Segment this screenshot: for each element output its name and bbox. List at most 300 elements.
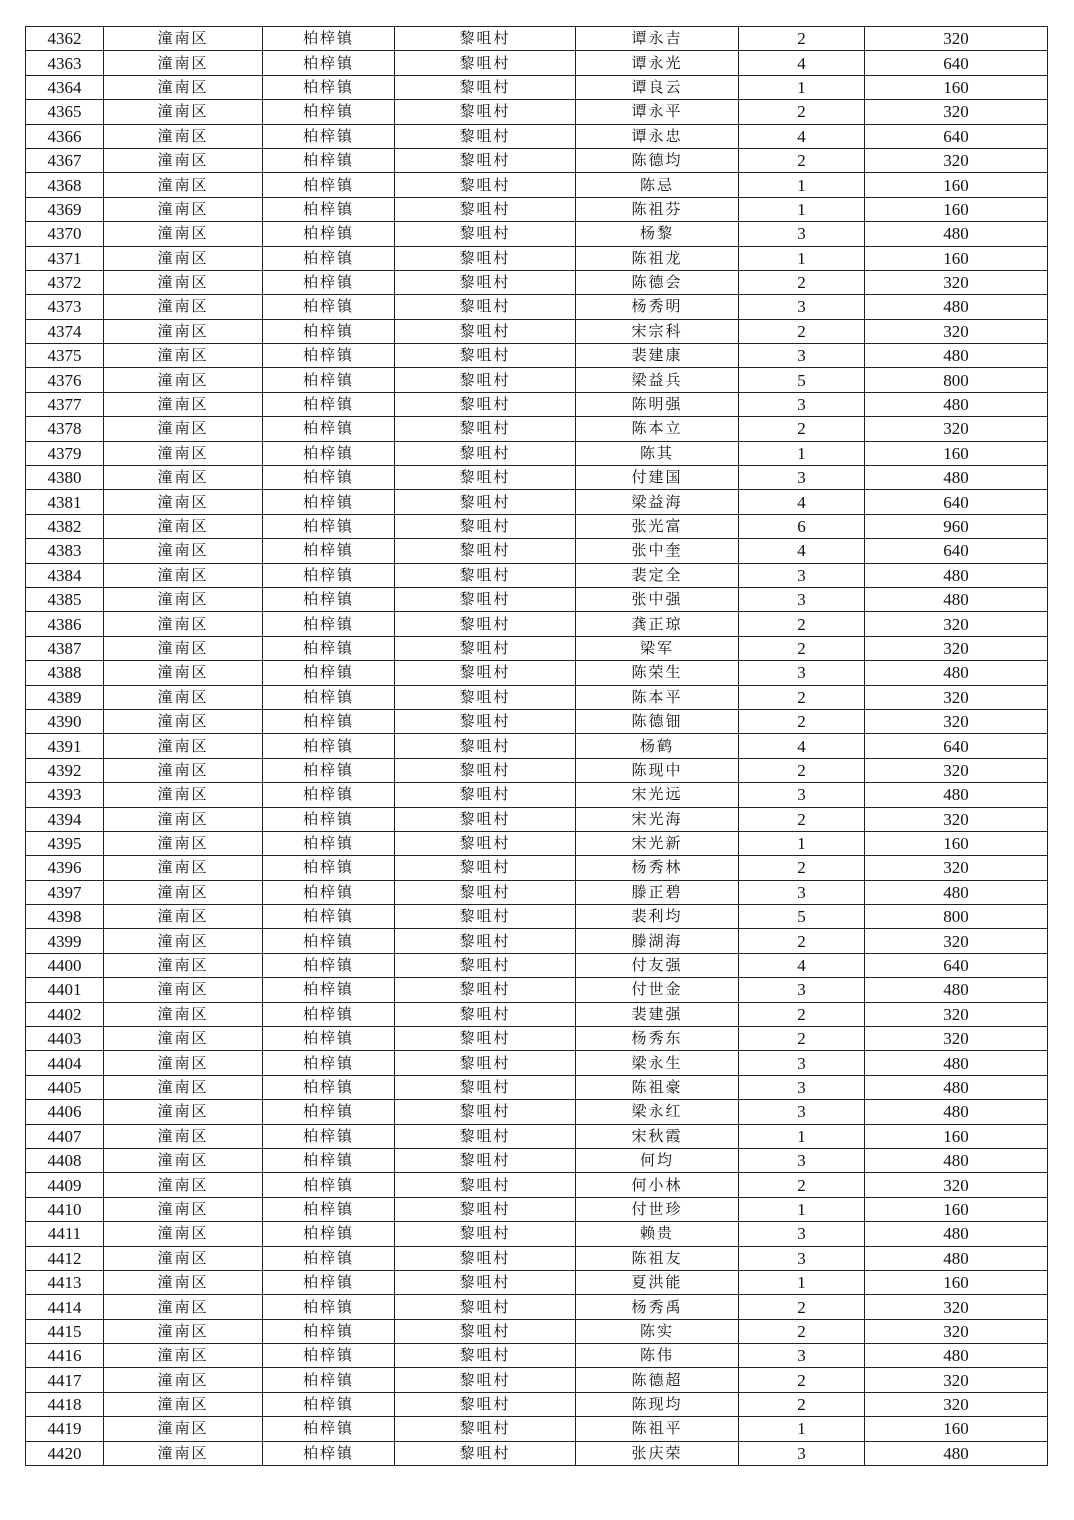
amount-cell: 480 xyxy=(865,1100,1048,1124)
row-number-cell: 4383 xyxy=(26,539,104,563)
village-cell: 黎咀村 xyxy=(395,1148,576,1172)
amount-cell: 160 xyxy=(865,75,1048,99)
district-cell: 潼南区 xyxy=(104,612,263,636)
district-cell: 潼南区 xyxy=(104,27,263,51)
row-number-cell: 4413 xyxy=(26,1270,104,1294)
village-cell: 黎咀村 xyxy=(395,344,576,368)
row-number-cell: 4397 xyxy=(26,880,104,904)
district-cell: 潼南区 xyxy=(104,636,263,660)
name-cell: 杨秀东 xyxy=(576,1027,739,1051)
name-cell: 陈实 xyxy=(576,1319,739,1343)
district-cell: 潼南区 xyxy=(104,270,263,294)
village-cell: 黎咀村 xyxy=(395,1270,576,1294)
row-number-cell: 4404 xyxy=(26,1051,104,1075)
village-cell: 黎咀村 xyxy=(395,661,576,685)
row-number-cell: 4370 xyxy=(26,222,104,246)
town-cell: 柏梓镇 xyxy=(263,831,395,855)
amount-cell: 320 xyxy=(865,1295,1048,1319)
town-cell: 柏梓镇 xyxy=(263,1100,395,1124)
row-number-cell: 4386 xyxy=(26,612,104,636)
amount-cell: 160 xyxy=(865,441,1048,465)
town-cell: 柏梓镇 xyxy=(263,441,395,465)
household-size-cell: 2 xyxy=(739,612,865,636)
town-cell: 柏梓镇 xyxy=(263,270,395,294)
row-number-cell: 4417 xyxy=(26,1368,104,1392)
amount-cell: 640 xyxy=(865,734,1048,758)
amount-cell: 320 xyxy=(865,807,1048,831)
household-size-cell: 2 xyxy=(739,1027,865,1051)
household-size-cell: 2 xyxy=(739,1392,865,1416)
village-cell: 黎咀村 xyxy=(395,1197,576,1221)
household-size-cell: 2 xyxy=(739,319,865,343)
name-cell: 何小林 xyxy=(576,1173,739,1197)
amount-cell: 320 xyxy=(865,417,1048,441)
household-size-cell: 1 xyxy=(739,1270,865,1294)
table-row xyxy=(26,1392,1048,1416)
amount-cell: 320 xyxy=(865,1173,1048,1197)
row-number-cell: 4420 xyxy=(26,1441,104,1465)
table-row xyxy=(26,685,1048,709)
table-row xyxy=(26,1148,1048,1172)
village-cell: 黎咀村 xyxy=(395,636,576,660)
table-row xyxy=(26,344,1048,368)
village-cell: 黎咀村 xyxy=(395,1246,576,1270)
name-cell: 宋光远 xyxy=(576,783,739,807)
district-cell: 潼南区 xyxy=(104,1441,263,1465)
district-cell: 潼南区 xyxy=(104,1051,263,1075)
household-size-cell: 3 xyxy=(739,880,865,904)
household-size-cell: 3 xyxy=(739,1051,865,1075)
household-size-cell: 1 xyxy=(739,831,865,855)
town-cell: 柏梓镇 xyxy=(263,1173,395,1197)
district-cell: 潼南区 xyxy=(104,1197,263,1221)
row-number-cell: 4366 xyxy=(26,124,104,148)
household-size-cell: 2 xyxy=(739,807,865,831)
table-row xyxy=(26,539,1048,563)
town-cell: 柏梓镇 xyxy=(263,1344,395,1368)
town-cell: 柏梓镇 xyxy=(263,978,395,1002)
amount-cell: 320 xyxy=(865,100,1048,124)
row-number-cell: 4418 xyxy=(26,1392,104,1416)
household-size-cell: 1 xyxy=(739,1417,865,1441)
name-cell: 张庆荣 xyxy=(576,1441,739,1465)
name-cell: 裴利均 xyxy=(576,905,739,929)
amount-cell: 320 xyxy=(865,612,1048,636)
town-cell: 柏梓镇 xyxy=(263,1270,395,1294)
district-cell: 潼南区 xyxy=(104,1027,263,1051)
village-cell: 黎咀村 xyxy=(395,807,576,831)
town-cell: 柏梓镇 xyxy=(263,807,395,831)
table-row xyxy=(26,51,1048,75)
town-cell: 柏梓镇 xyxy=(263,587,395,611)
village-cell: 黎咀村 xyxy=(395,270,576,294)
village-cell: 黎咀村 xyxy=(395,587,576,611)
village-cell: 黎咀村 xyxy=(395,368,576,392)
household-size-cell: 3 xyxy=(739,563,865,587)
name-cell: 宋秋霞 xyxy=(576,1124,739,1148)
household-size-cell: 2 xyxy=(739,27,865,51)
name-cell: 谭永光 xyxy=(576,51,739,75)
name-cell: 宋光新 xyxy=(576,831,739,855)
town-cell: 柏梓镇 xyxy=(263,1148,395,1172)
row-number-cell: 4382 xyxy=(26,514,104,538)
village-cell: 黎咀村 xyxy=(395,295,576,319)
village-cell: 黎咀村 xyxy=(395,173,576,197)
name-cell: 陈荣生 xyxy=(576,661,739,685)
row-number-cell: 4410 xyxy=(26,1197,104,1221)
amount-cell: 320 xyxy=(865,856,1048,880)
table-row xyxy=(26,1173,1048,1197)
name-cell: 何均 xyxy=(576,1148,739,1172)
town-cell: 柏梓镇 xyxy=(263,295,395,319)
town-cell: 柏梓镇 xyxy=(263,929,395,953)
amount-cell: 480 xyxy=(865,587,1048,611)
household-size-cell: 4 xyxy=(739,124,865,148)
table-row xyxy=(26,929,1048,953)
amount-cell: 320 xyxy=(865,1392,1048,1416)
town-cell: 柏梓镇 xyxy=(263,539,395,563)
name-cell: 付世珍 xyxy=(576,1197,739,1221)
amount-cell: 480 xyxy=(865,563,1048,587)
amount-cell: 480 xyxy=(865,222,1048,246)
name-cell: 陈其 xyxy=(576,441,739,465)
village-cell: 黎咀村 xyxy=(395,51,576,75)
name-cell: 谭良云 xyxy=(576,75,739,99)
name-cell: 杨秀明 xyxy=(576,295,739,319)
amount-cell: 320 xyxy=(865,636,1048,660)
table-row xyxy=(26,636,1048,660)
village-cell: 黎咀村 xyxy=(395,466,576,490)
table-row xyxy=(26,1197,1048,1221)
data-table xyxy=(25,26,1048,1466)
table-row xyxy=(26,1368,1048,1392)
amount-cell: 320 xyxy=(865,1002,1048,1026)
table-row xyxy=(26,1246,1048,1270)
household-size-cell: 4 xyxy=(739,953,865,977)
row-number-cell: 4381 xyxy=(26,490,104,514)
district-cell: 潼南区 xyxy=(104,368,263,392)
amount-cell: 160 xyxy=(865,1417,1048,1441)
amount-cell: 320 xyxy=(865,758,1048,782)
household-size-cell: 3 xyxy=(739,1222,865,1246)
town-cell: 柏梓镇 xyxy=(263,1441,395,1465)
town-cell: 柏梓镇 xyxy=(263,1392,395,1416)
name-cell: 陈明强 xyxy=(576,392,739,416)
amount-cell: 480 xyxy=(865,1441,1048,1465)
name-cell: 陈忌 xyxy=(576,173,739,197)
name-cell: 谭永吉 xyxy=(576,27,739,51)
town-cell: 柏梓镇 xyxy=(263,466,395,490)
household-size-cell: 3 xyxy=(739,587,865,611)
district-cell: 潼南区 xyxy=(104,344,263,368)
district-cell: 潼南区 xyxy=(104,807,263,831)
row-number-cell: 4396 xyxy=(26,856,104,880)
village-cell: 黎咀村 xyxy=(395,1075,576,1099)
town-cell: 柏梓镇 xyxy=(263,1197,395,1221)
name-cell: 陈德超 xyxy=(576,1368,739,1392)
table-row xyxy=(26,1027,1048,1051)
town-cell: 柏梓镇 xyxy=(263,856,395,880)
table-row xyxy=(26,1222,1048,1246)
amount-cell: 320 xyxy=(865,270,1048,294)
amount-cell: 480 xyxy=(865,880,1048,904)
name-cell: 杨秀林 xyxy=(576,856,739,880)
household-size-cell: 3 xyxy=(739,466,865,490)
amount-cell: 160 xyxy=(865,246,1048,270)
row-number-cell: 4400 xyxy=(26,953,104,977)
name-cell: 陈本立 xyxy=(576,417,739,441)
town-cell: 柏梓镇 xyxy=(263,344,395,368)
household-size-cell: 2 xyxy=(739,636,865,660)
amount-cell: 480 xyxy=(865,1148,1048,1172)
household-size-cell: 2 xyxy=(739,148,865,172)
table-row xyxy=(26,466,1048,490)
village-cell: 黎咀村 xyxy=(395,100,576,124)
household-size-cell: 3 xyxy=(739,1100,865,1124)
household-size-cell: 4 xyxy=(739,734,865,758)
district-cell: 潼南区 xyxy=(104,197,263,221)
amount-cell: 480 xyxy=(865,1246,1048,1270)
village-cell: 黎咀村 xyxy=(395,1319,576,1343)
town-cell: 柏梓镇 xyxy=(263,222,395,246)
town-cell: 柏梓镇 xyxy=(263,1417,395,1441)
village-cell: 黎咀村 xyxy=(395,1051,576,1075)
name-cell: 付世金 xyxy=(576,978,739,1002)
town-cell: 柏梓镇 xyxy=(263,905,395,929)
table-row xyxy=(26,27,1048,51)
town-cell: 柏梓镇 xyxy=(263,734,395,758)
table-row xyxy=(26,709,1048,733)
village-cell: 黎咀村 xyxy=(395,441,576,465)
household-size-cell: 1 xyxy=(739,1124,865,1148)
district-cell: 潼南区 xyxy=(104,466,263,490)
household-size-cell: 3 xyxy=(739,978,865,1002)
town-cell: 柏梓镇 xyxy=(263,1222,395,1246)
row-number-cell: 4379 xyxy=(26,441,104,465)
table-row xyxy=(26,514,1048,538)
table-row xyxy=(26,612,1048,636)
row-number-cell: 4378 xyxy=(26,417,104,441)
district-cell: 潼南区 xyxy=(104,905,263,929)
name-cell: 龚正琼 xyxy=(576,612,739,636)
district-cell: 潼南区 xyxy=(104,1148,263,1172)
village-cell: 黎咀村 xyxy=(395,612,576,636)
village-cell: 黎咀村 xyxy=(395,1368,576,1392)
village-cell: 黎咀村 xyxy=(395,905,576,929)
name-cell: 杨黎 xyxy=(576,222,739,246)
village-cell: 黎咀村 xyxy=(395,1392,576,1416)
household-size-cell: 2 xyxy=(739,709,865,733)
amount-cell: 640 xyxy=(865,539,1048,563)
amount-cell: 160 xyxy=(865,1197,1048,1221)
name-cell: 陈祖平 xyxy=(576,1417,739,1441)
town-cell: 柏梓镇 xyxy=(263,75,395,99)
table-row xyxy=(26,758,1048,782)
table-row xyxy=(26,417,1048,441)
town-cell: 柏梓镇 xyxy=(263,1002,395,1026)
household-size-cell: 4 xyxy=(739,51,865,75)
town-cell: 柏梓镇 xyxy=(263,880,395,904)
row-number-cell: 4387 xyxy=(26,636,104,660)
district-cell: 潼南区 xyxy=(104,1222,263,1246)
table-row xyxy=(26,124,1048,148)
town-cell: 柏梓镇 xyxy=(263,612,395,636)
table-row xyxy=(26,880,1048,904)
row-number-cell: 4393 xyxy=(26,783,104,807)
amount-cell: 160 xyxy=(865,831,1048,855)
row-number-cell: 4373 xyxy=(26,295,104,319)
town-cell: 柏梓镇 xyxy=(263,1027,395,1051)
name-cell: 梁益兵 xyxy=(576,368,739,392)
row-number-cell: 4388 xyxy=(26,661,104,685)
town-cell: 柏梓镇 xyxy=(263,246,395,270)
village-cell: 黎咀村 xyxy=(395,831,576,855)
amount-cell: 480 xyxy=(865,344,1048,368)
district-cell: 潼南区 xyxy=(104,929,263,953)
district-cell: 潼南区 xyxy=(104,539,263,563)
household-size-cell: 1 xyxy=(739,173,865,197)
village-cell: 黎咀村 xyxy=(395,222,576,246)
row-number-cell: 4394 xyxy=(26,807,104,831)
household-size-cell: 4 xyxy=(739,490,865,514)
town-cell: 柏梓镇 xyxy=(263,1319,395,1343)
household-size-cell: 2 xyxy=(739,1368,865,1392)
row-number-cell: 4415 xyxy=(26,1319,104,1343)
household-size-cell: 3 xyxy=(739,1344,865,1368)
town-cell: 柏梓镇 xyxy=(263,661,395,685)
row-number-cell: 4384 xyxy=(26,563,104,587)
village-cell: 黎咀村 xyxy=(395,124,576,148)
amount-cell: 320 xyxy=(865,685,1048,709)
table-row xyxy=(26,807,1048,831)
name-cell: 陈德钿 xyxy=(576,709,739,733)
row-number-cell: 4364 xyxy=(26,75,104,99)
village-cell: 黎咀村 xyxy=(395,1002,576,1026)
household-size-cell: 2 xyxy=(739,1173,865,1197)
town-cell: 柏梓镇 xyxy=(263,319,395,343)
row-number-cell: 4401 xyxy=(26,978,104,1002)
household-size-cell: 2 xyxy=(739,758,865,782)
district-cell: 潼南区 xyxy=(104,441,263,465)
town-cell: 柏梓镇 xyxy=(263,51,395,75)
table-row xyxy=(26,856,1048,880)
town-cell: 柏梓镇 xyxy=(263,1075,395,1099)
table-row xyxy=(26,75,1048,99)
district-cell: 潼南区 xyxy=(104,1270,263,1294)
amount-cell: 480 xyxy=(865,466,1048,490)
name-cell: 付友强 xyxy=(576,953,739,977)
amount-cell: 320 xyxy=(865,1319,1048,1343)
district-cell: 潼南区 xyxy=(104,1295,263,1319)
town-cell: 柏梓镇 xyxy=(263,636,395,660)
row-number-cell: 4398 xyxy=(26,905,104,929)
name-cell: 陈祖芬 xyxy=(576,197,739,221)
village-cell: 黎咀村 xyxy=(395,246,576,270)
table-row xyxy=(26,1441,1048,1465)
row-number-cell: 4395 xyxy=(26,831,104,855)
town-cell: 柏梓镇 xyxy=(263,173,395,197)
name-cell: 杨秀禹 xyxy=(576,1295,739,1319)
town-cell: 柏梓镇 xyxy=(263,1051,395,1075)
amount-cell: 320 xyxy=(865,319,1048,343)
table-row xyxy=(26,563,1048,587)
table-row xyxy=(26,319,1048,343)
name-cell: 梁永生 xyxy=(576,1051,739,1075)
table-row xyxy=(26,246,1048,270)
town-cell: 柏梓镇 xyxy=(263,1295,395,1319)
row-number-cell: 4375 xyxy=(26,344,104,368)
name-cell: 夏洪能 xyxy=(576,1270,739,1294)
name-cell: 宋宗科 xyxy=(576,319,739,343)
amount-cell: 320 xyxy=(865,709,1048,733)
name-cell: 陈现均 xyxy=(576,1392,739,1416)
district-cell: 潼南区 xyxy=(104,587,263,611)
district-cell: 潼南区 xyxy=(104,1124,263,1148)
district-cell: 潼南区 xyxy=(104,100,263,124)
town-cell: 柏梓镇 xyxy=(263,783,395,807)
table-row xyxy=(26,783,1048,807)
row-number-cell: 4409 xyxy=(26,1173,104,1197)
name-cell: 陈德会 xyxy=(576,270,739,294)
district-cell: 潼南区 xyxy=(104,1246,263,1270)
amount-cell: 480 xyxy=(865,661,1048,685)
row-number-cell: 4363 xyxy=(26,51,104,75)
row-number-cell: 4389 xyxy=(26,685,104,709)
village-cell: 黎咀村 xyxy=(395,197,576,221)
table-row xyxy=(26,270,1048,294)
district-cell: 潼南区 xyxy=(104,563,263,587)
village-cell: 黎咀村 xyxy=(395,514,576,538)
amount-cell: 160 xyxy=(865,1270,1048,1294)
row-number-cell: 4407 xyxy=(26,1124,104,1148)
row-number-cell: 4412 xyxy=(26,1246,104,1270)
district-cell: 潼南区 xyxy=(104,124,263,148)
village-cell: 黎咀村 xyxy=(395,1344,576,1368)
household-size-cell: 1 xyxy=(739,75,865,99)
row-number-cell: 4368 xyxy=(26,173,104,197)
town-cell: 柏梓镇 xyxy=(263,197,395,221)
amount-cell: 640 xyxy=(865,124,1048,148)
name-cell: 陈德均 xyxy=(576,148,739,172)
name-cell: 张中奎 xyxy=(576,539,739,563)
district-cell: 潼南区 xyxy=(104,1173,263,1197)
district-cell: 潼南区 xyxy=(104,880,263,904)
village-cell: 黎咀村 xyxy=(395,709,576,733)
village-cell: 黎咀村 xyxy=(395,148,576,172)
household-size-cell: 2 xyxy=(739,1002,865,1026)
household-size-cell: 1 xyxy=(739,441,865,465)
household-size-cell: 4 xyxy=(739,539,865,563)
row-number-cell: 4391 xyxy=(26,734,104,758)
district-cell: 潼南区 xyxy=(104,222,263,246)
district-cell: 潼南区 xyxy=(104,490,263,514)
district-cell: 潼南区 xyxy=(104,173,263,197)
name-cell: 陈祖豪 xyxy=(576,1075,739,1099)
village-cell: 黎咀村 xyxy=(395,563,576,587)
district-cell: 潼南区 xyxy=(104,978,263,1002)
town-cell: 柏梓镇 xyxy=(263,709,395,733)
district-cell: 潼南区 xyxy=(104,1075,263,1099)
household-size-cell: 1 xyxy=(739,197,865,221)
district-cell: 潼南区 xyxy=(104,1417,263,1441)
table-row xyxy=(26,148,1048,172)
district-cell: 潼南区 xyxy=(104,1344,263,1368)
name-cell: 裴定全 xyxy=(576,563,739,587)
household-size-cell: 5 xyxy=(739,905,865,929)
town-cell: 柏梓镇 xyxy=(263,124,395,148)
row-number-cell: 4403 xyxy=(26,1027,104,1051)
amount-cell: 640 xyxy=(865,953,1048,977)
